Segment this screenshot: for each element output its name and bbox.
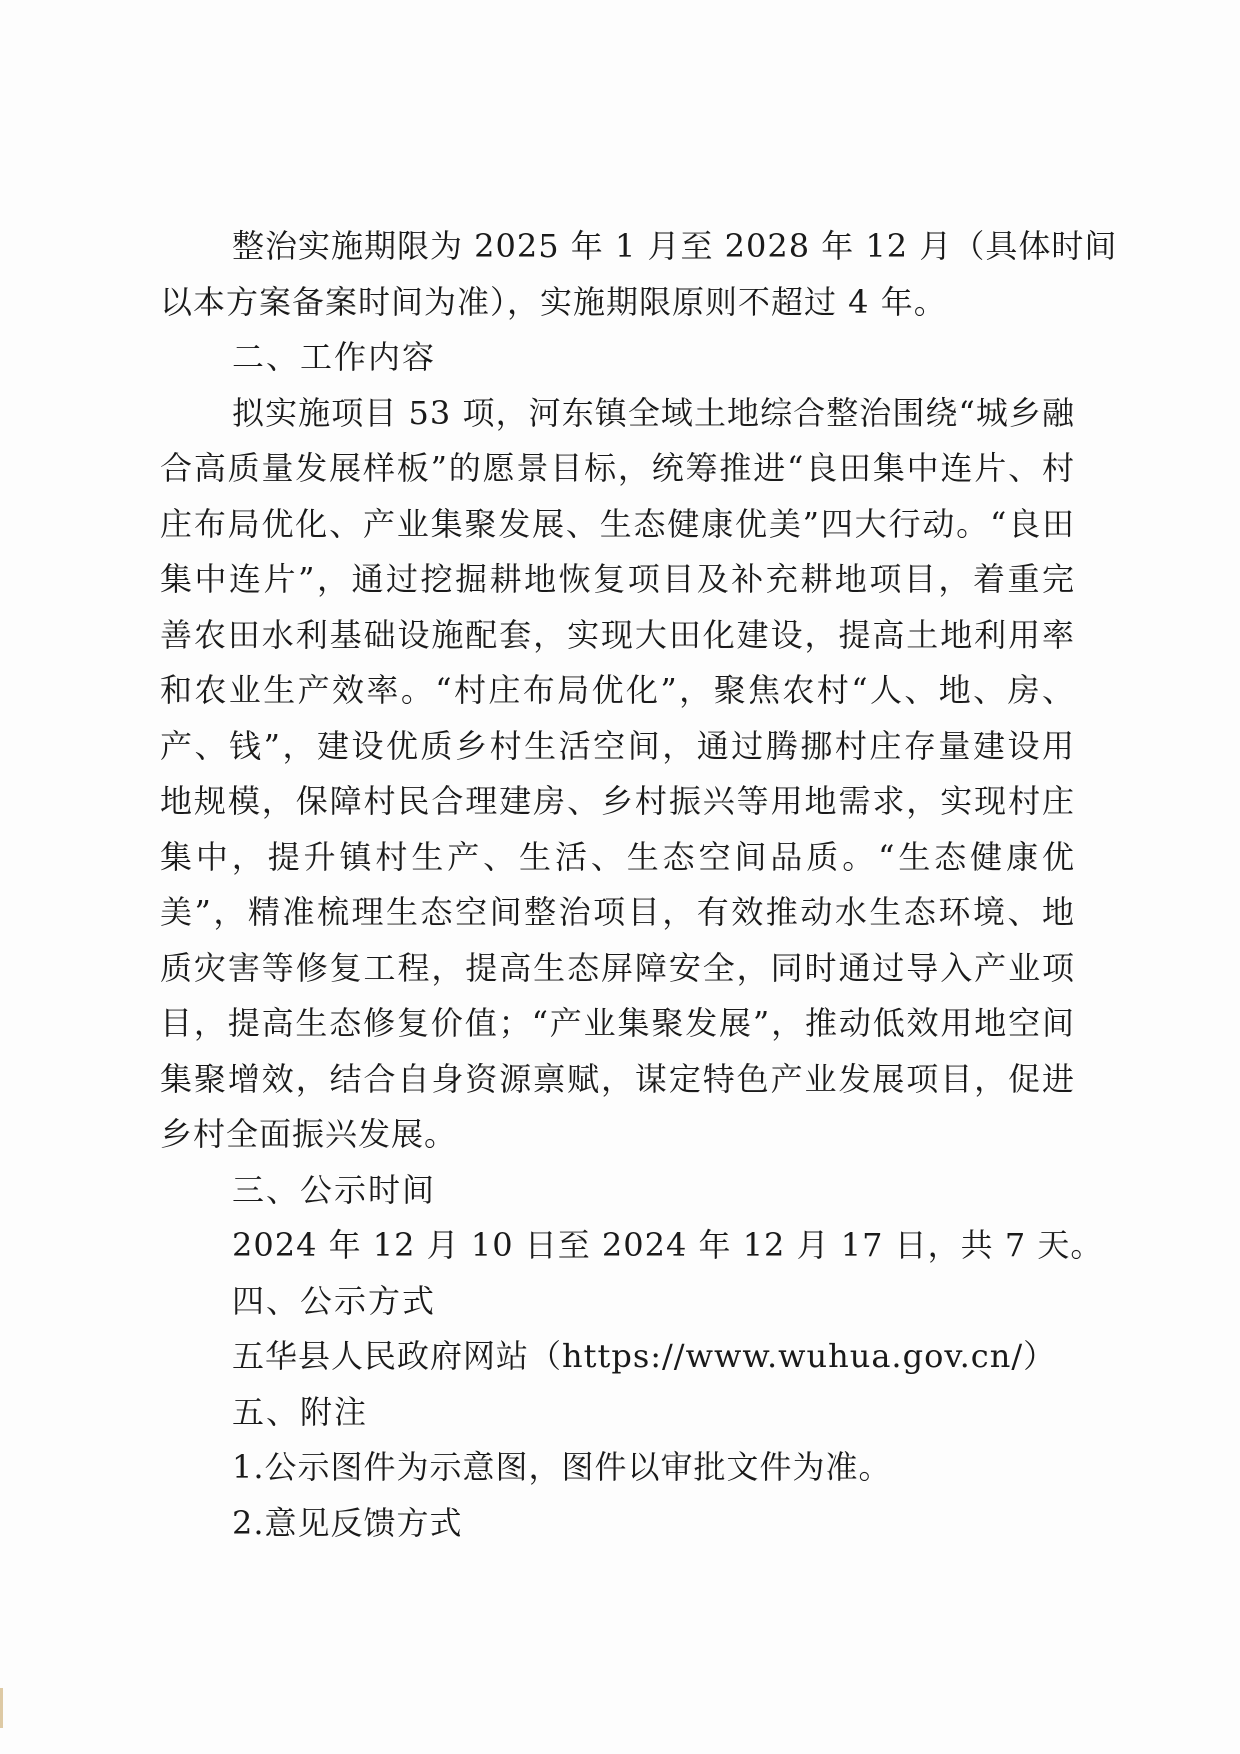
paragraph-line: 乡村全面振兴发展。 xyxy=(160,1115,458,1153)
paragraph-line: 以本方案备案时间为准），实施期限原则不超过 4 年。 xyxy=(160,283,947,321)
section-heading-publicity-time: 三、公示时间 xyxy=(232,1171,437,1209)
paragraph-line: 善农田水利基础设施配套，实现大田化建设，提高土地利用率 xyxy=(160,616,1075,654)
paragraph-line: 产、钱”，建设优质乡村生活空间，通过腾挪村庄存量建设用 xyxy=(160,727,1075,765)
section-heading-work-content: 二、工作内容 xyxy=(232,338,437,376)
section-heading-notes: 五、附注 xyxy=(232,1393,369,1431)
paragraph-line: 质灾害等修复工程，提高生态屏障安全，同时通过导入产业项 xyxy=(160,949,1075,987)
paragraph-line: 和农业生产效率。“村庄布局优化”，聚焦农村“人、地、房、 xyxy=(160,671,1075,709)
paragraph-line: 集中连片”，通过挖掘耕地恢复项目及补充耕地项目，着重完 xyxy=(160,560,1075,598)
scan-edge-mark xyxy=(0,1688,3,1728)
paragraph-line: 合高质量发展样板”的愿景目标，统筹推进“良田集中连片、村 xyxy=(160,449,1075,487)
paragraph-line: 集聚增效，结合自身资源禀赋，谋定特色产业发展项目，促进 xyxy=(160,1060,1075,1098)
publicity-method-text: 五华县人民政府网站（https://www.wuhua.gov.cn/） xyxy=(232,1337,1057,1375)
section-heading-publicity-method: 四、公示方式 xyxy=(232,1282,437,1320)
paragraph-line: 美”，精准梳理生态空间整治项目，有效推动水生态环境、地 xyxy=(160,893,1075,931)
note-item: 1.公示图件为示意图，图件以审批文件为准。 xyxy=(232,1448,892,1486)
paragraph-line: 地规模，保障村民合理建房、乡村振兴等用地需求，实现村庄 xyxy=(160,782,1075,820)
publicity-time-text: 2024 年 12 月 10 日至 2024 年 12 月 17 日，共 7 天。 xyxy=(232,1226,1104,1264)
paragraph-line: 庄布局优化、产业集聚发展、生态健康优美”四大行动。“良田 xyxy=(160,505,1075,543)
paragraph-line: 目，提高生态修复价值；“产业集聚发展”，推动低效用地空间 xyxy=(160,1004,1075,1042)
paragraph-line: 拟实施项目 53 项，河东镇全域土地综合整治围绕“城乡融 xyxy=(232,394,1075,432)
note-item: 2.意见反馈方式 xyxy=(232,1504,463,1542)
paragraph-line: 集中，提升镇村生产、生活、生态空间品质。“生态健康优 xyxy=(160,838,1075,876)
paragraph-line: 整治实施期限为 2025 年 1 月至 2028 年 12 月（具体时间 xyxy=(232,227,1118,265)
